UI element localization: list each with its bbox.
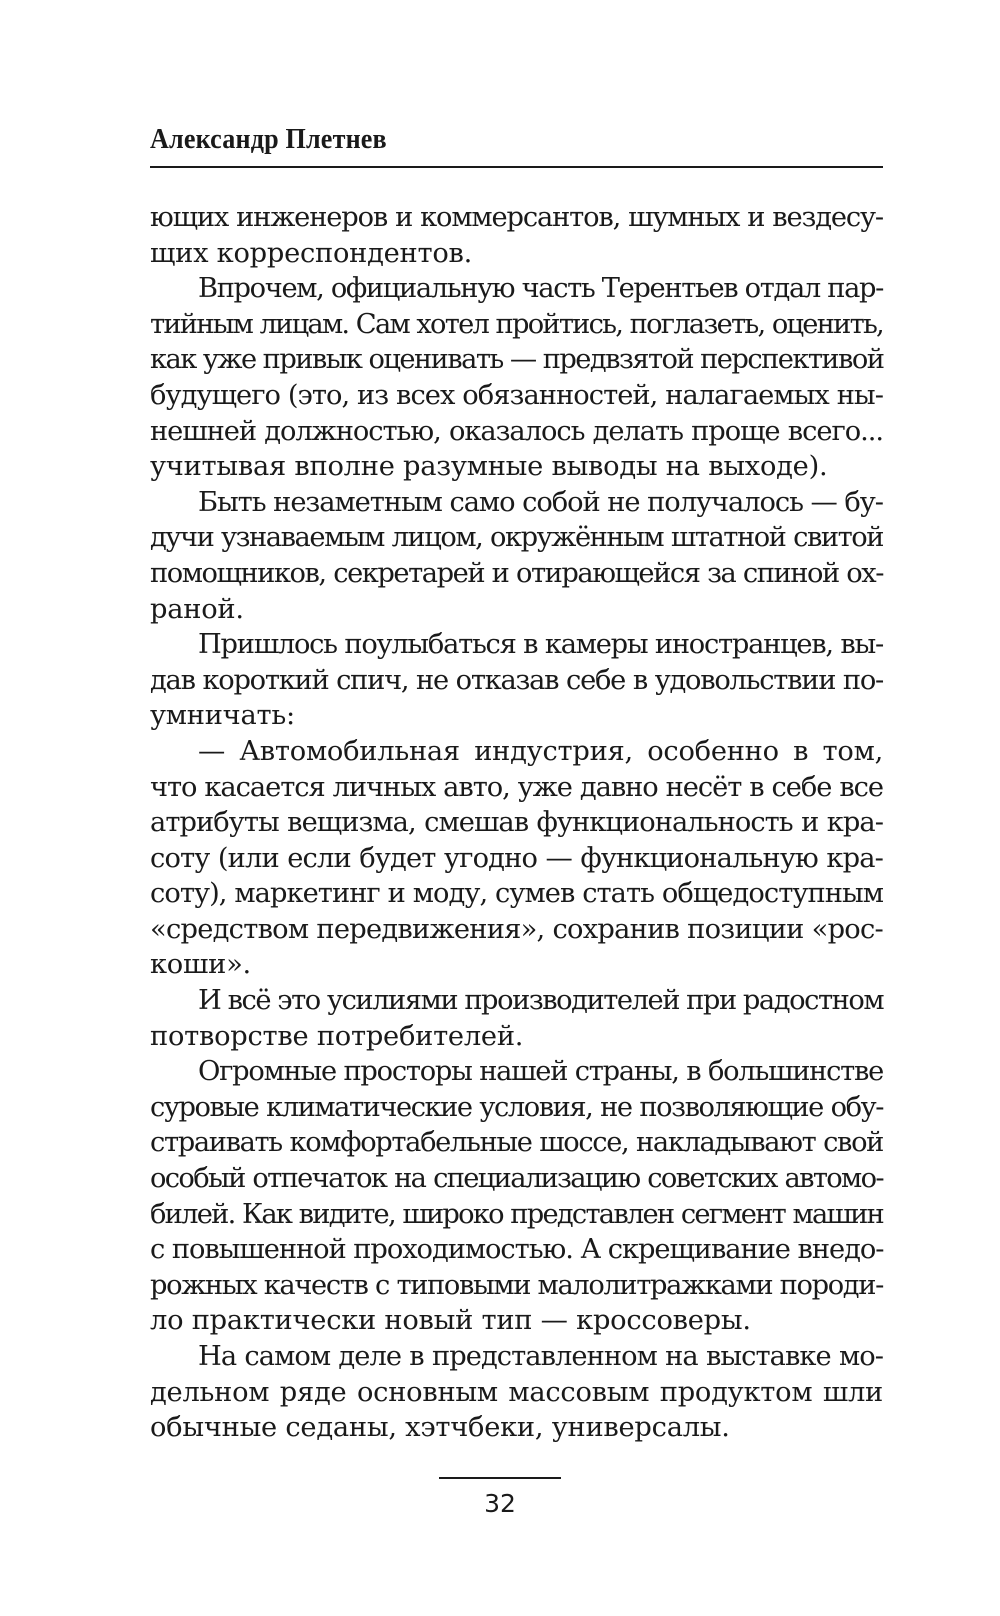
text-line: соту (или если будет угодно — функциональную кра- bbox=[150, 842, 883, 874]
text-line: дучи узнаваемым лицом, окружённым штатной свитой bbox=[150, 522, 883, 554]
text-line: «средством передвижения», сохранив позиции «рос- bbox=[150, 913, 883, 945]
page-footer bbox=[0, 1477, 1000, 1519]
header-rule bbox=[150, 166, 883, 168]
text-line: суровые климатические условия, не позволяющие обу- bbox=[150, 1091, 883, 1123]
text-line: будущего (это, из всех обязанностей, налагаемых ны- bbox=[150, 379, 883, 411]
text-line: потворстве потребителей. bbox=[150, 1020, 524, 1052]
text-line: особый отпечаток на специализацию советских автомо- bbox=[150, 1163, 883, 1195]
text-line: ло практически новый тип — кроссоверы. bbox=[150, 1305, 751, 1337]
footer-rule bbox=[439, 1477, 561, 1479]
text-line: билей. Как видите, широко представлен сегмент машин bbox=[150, 1198, 883, 1230]
text-line: Огромные просторы нашей страны, в большинстве bbox=[198, 1056, 883, 1088]
text-line: умничать: bbox=[150, 700, 295, 732]
text-line: дельном ряде основным массовым продуктом шли bbox=[150, 1376, 883, 1408]
text-line: учитывая вполне разумные выводы на выходе). bbox=[150, 451, 828, 483]
text-line: соту), маркетинг и моду, сумев стать общедоступным bbox=[150, 878, 883, 910]
text-line: атрибуты вещизма, смешав функциональность и кра- bbox=[150, 807, 883, 839]
text-line: обычные седаны, хэтчбеки, универсалы. bbox=[150, 1412, 730, 1444]
text-line: Пришлось поулыбаться в камеры иностранцев, вы- bbox=[198, 629, 883, 661]
text-line: что касается личных авто, уже давно несёт в себе все bbox=[150, 771, 883, 803]
text-line: с повышенной проходимостью. А скрещивание внедо- bbox=[150, 1234, 884, 1266]
text-line: ющих инженеров и коммерсантов, шумных и вездесу- bbox=[150, 202, 883, 233]
text-line: Быть незаметным само собой не получалось — бу- bbox=[198, 486, 883, 518]
page-number: 32 bbox=[484, 1489, 516, 1518]
text-line: рожных качеств с типовыми малолитражками породи- bbox=[150, 1269, 883, 1301]
text-line: как уже привык оценивать — предвзятой перспективой bbox=[150, 344, 884, 376]
text-line: страивать комфортабельные шоссе, накладывают свой bbox=[150, 1127, 883, 1159]
text-line: И всё это усилиями производителей при радостном bbox=[198, 985, 884, 1017]
text-line: дав короткий спич, не отказав себе в удовольствии по- bbox=[150, 664, 883, 696]
running-header bbox=[150, 122, 883, 168]
text-line: — Автомобильная индустрия, особенно в том, bbox=[198, 735, 883, 767]
author-name: Александр Плетнев bbox=[150, 123, 387, 155]
text-line: Впрочем, официальную часть Терентьев отдал пар- bbox=[198, 273, 883, 305]
text-line: коши». bbox=[150, 949, 251, 981]
text-line: помощников, секретарей и отирающейся за спиной ох- bbox=[150, 557, 883, 589]
text-line: раной. bbox=[150, 593, 244, 625]
text-line: нешней должностью, оказалось делать проще всего... bbox=[150, 415, 883, 447]
body-text bbox=[150, 200, 883, 1446]
text-line: щих корреспондентов. bbox=[150, 237, 473, 269]
text-line: тийным лицам. Сам хотел пройтись, поглазеть, оценить, bbox=[150, 308, 883, 340]
text-line: На самом деле в представленном на выставке мо- bbox=[198, 1341, 883, 1372]
